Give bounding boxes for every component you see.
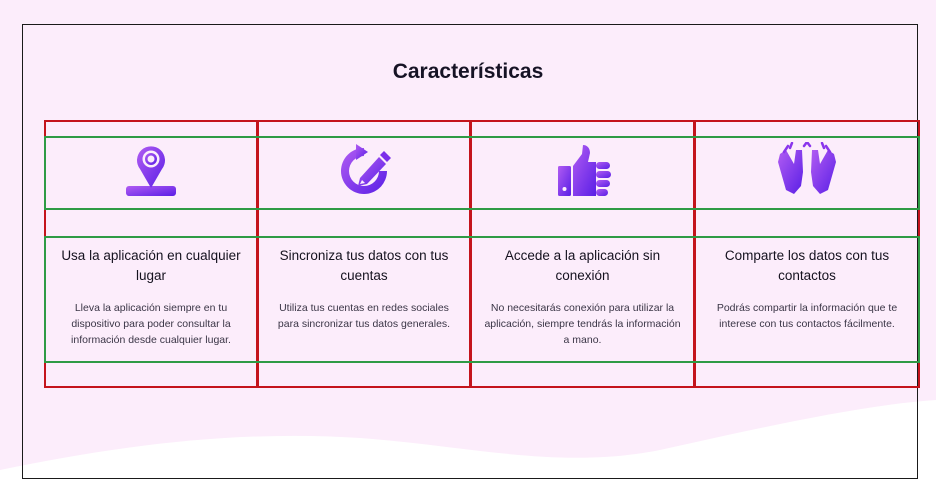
high-five-hands-icon [774, 142, 840, 200]
feature-1-icon-cell [44, 140, 258, 202]
feature-title: Sincroniza tus datos con tus cuentas [279, 248, 449, 283]
feature-title: Usa la aplicación en cualquier lugar [61, 248, 241, 283]
feature-3-icon-cell [470, 140, 695, 202]
feature-description: No necesitarás conexión para utilizar la aplicación, siempre tendrás la información a mano. [484, 302, 681, 346]
feature-card-3 [470, 238, 695, 366]
feature-card-1 [44, 238, 258, 366]
thumbs-up-icon [552, 142, 614, 200]
feature-description: Lleva la aplicación siempre en tu dispositivo para poder consultar la información desde cualquier lugar. [71, 302, 231, 346]
feature-2-icon-cell [257, 140, 471, 202]
section-title: Características [392, 60, 544, 83]
feature-title: Comparte los datos con tus contactos [724, 248, 890, 283]
feature-card-2 [257, 238, 471, 366]
feature-card-4 [694, 238, 920, 366]
feature-4-icon-cell [694, 140, 920, 202]
feature-description: Utiliza tus cuentas en redes sociales para sincronizar tus datos generales. [277, 302, 451, 330]
feature-title: Accede a la aplicación sin conexión [504, 248, 661, 283]
sync-pencil-icon [334, 142, 394, 200]
feature-description: Podrás compartir la información que te interese con tus contactos fácilmente. [716, 302, 898, 330]
location-pin-icon [121, 142, 181, 200]
